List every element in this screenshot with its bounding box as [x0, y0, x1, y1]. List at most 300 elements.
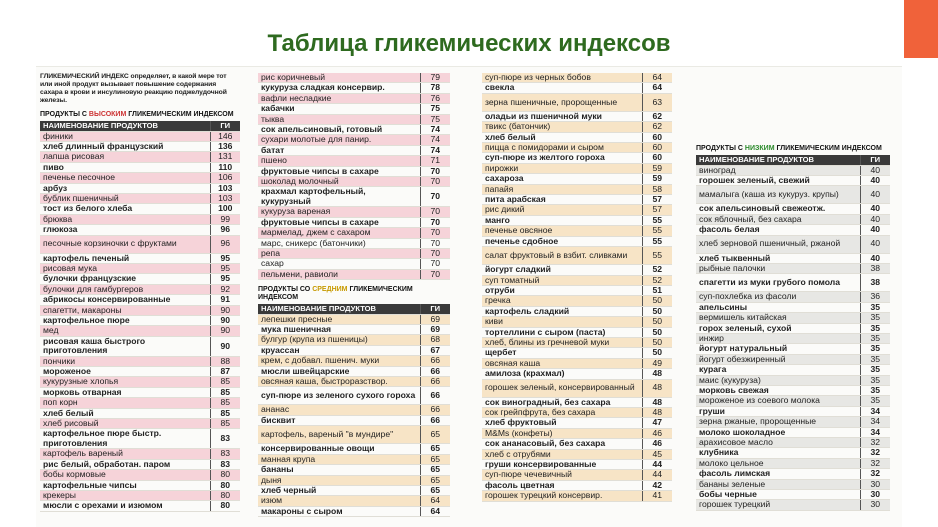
- gi-value-cell: 50: [642, 337, 672, 347]
- product-name-cell: отруби: [482, 285, 642, 295]
- gi-value-cell: 55: [642, 215, 672, 225]
- product-name-cell: сок ананасовый, без сахара: [482, 439, 642, 449]
- gi-value-cell: 35: [860, 354, 890, 364]
- table-row: [258, 314, 450, 324]
- product-name-cell: груши: [696, 406, 860, 416]
- header-gi-cell: ГИ: [420, 304, 450, 314]
- product-name-cell: гречка: [482, 296, 642, 306]
- table-row: [482, 275, 672, 285]
- table-row: [258, 156, 450, 166]
- product-name-cell: сок яблочный, без сахара: [696, 214, 860, 224]
- table-row: [40, 214, 240, 224]
- table-row: [40, 193, 240, 203]
- product-name-cell: репа: [258, 248, 420, 258]
- table-row: [696, 375, 890, 385]
- product-name-cell: бисквит: [258, 415, 420, 425]
- table-row: [482, 93, 672, 111]
- table-row: [482, 265, 672, 275]
- gi-value-cell: 74: [420, 125, 450, 135]
- gi-value-cell: 32: [860, 448, 890, 458]
- gi-value-cell: 66: [420, 405, 450, 415]
- table-row: [258, 475, 450, 485]
- gi-value-cell: 65: [420, 485, 450, 495]
- gi-value-cell: 85: [210, 398, 240, 408]
- table-row: [482, 317, 672, 327]
- table-row: [40, 295, 240, 305]
- table-row: [482, 215, 672, 225]
- product-name-cell: курага: [696, 365, 860, 375]
- product-name-cell: молоко цельное: [696, 458, 860, 468]
- product-name-cell: мука пшеничная: [258, 325, 420, 335]
- header-name-cell: НАИМЕНОВАНИЕ ПРОДУКТОВ: [696, 155, 860, 165]
- table-row: [258, 345, 450, 355]
- gi-value-cell: 57: [642, 195, 672, 205]
- product-name-cell: картофель печеный: [40, 253, 210, 263]
- product-name-cell: картофель вареный: [40, 449, 210, 459]
- product-name-cell: зерна пшеничные, пророщенные: [482, 93, 642, 111]
- product-name-cell: клубника: [696, 448, 860, 458]
- product-name-cell: хлеб тыквенный: [696, 253, 860, 263]
- table-row: [258, 366, 450, 376]
- product-name-cell: хлеб длинный французский: [40, 141, 210, 151]
- gi-value-cell: 30: [860, 490, 890, 500]
- column-low: [696, 139, 890, 511]
- table-row: [40, 253, 240, 263]
- product-name-cell: сахар: [258, 259, 420, 269]
- gi-value-cell: 106: [210, 173, 240, 183]
- table-row: [482, 407, 672, 417]
- product-name-cell: картофель, вареный "в мундире": [258, 426, 420, 444]
- product-name-cell: крахмал картофельный, кукурузный: [258, 187, 420, 207]
- table-row: [482, 460, 672, 470]
- product-name-cell: хлеб с отрубями: [482, 449, 642, 459]
- product-name-cell: кукуруза вареная: [258, 207, 420, 217]
- gi-value-cell: 38: [860, 274, 890, 292]
- gi-value-cell: 74: [420, 135, 450, 145]
- gi-value-cell: 75: [420, 104, 450, 114]
- gi-value-cell: 66: [420, 377, 450, 387]
- product-name-cell: суп-пюре из желтого гороха: [482, 153, 642, 163]
- gi-value-cell: 95: [210, 274, 240, 284]
- table-row: [40, 480, 240, 490]
- gi-value-cell: 57: [642, 205, 672, 215]
- product-name-cell: рыбные палочки: [696, 263, 860, 273]
- gi-value-cell: 71: [420, 156, 450, 166]
- product-name-cell: бобы кормовые: [40, 470, 210, 480]
- gi-value-cell: 59: [642, 163, 672, 173]
- table-row: [482, 327, 672, 337]
- gi-value-cell: 40: [860, 225, 890, 235]
- gi-value-cell: 92: [210, 284, 240, 294]
- gi-value-cell: 83: [210, 459, 240, 469]
- product-name-cell: шоколад молочный: [258, 177, 420, 187]
- gi-value-cell: 70: [420, 248, 450, 258]
- table-row: [40, 284, 240, 294]
- product-name-cell: зерна ржаные, пророщенные: [696, 417, 860, 427]
- product-name-cell: рисовая каша быстрого приготовления: [40, 336, 210, 356]
- product-name-cell: манго: [482, 215, 642, 225]
- gi-value-cell: 44: [642, 470, 672, 480]
- table-row: [40, 162, 240, 172]
- gi-value-cell: 32: [860, 438, 890, 448]
- table-row: [482, 132, 672, 142]
- table-row: [258, 405, 450, 415]
- product-name-cell: инжир: [696, 333, 860, 343]
- product-name-cell: виноград: [696, 165, 860, 175]
- table-row: [40, 305, 240, 315]
- page-title: Таблица гликемических индексов: [267, 30, 671, 57]
- table-row: [696, 292, 890, 302]
- table-row: [696, 274, 890, 292]
- gi-value-cell: 55: [642, 226, 672, 236]
- product-name-cell: пончики: [40, 356, 210, 366]
- table-row: [696, 225, 890, 235]
- product-name-cell: фасоль белая: [696, 225, 860, 235]
- table-row: [258, 259, 450, 269]
- product-name-cell: хлеб белый: [482, 132, 642, 142]
- gi-value-cell: 90: [210, 305, 240, 315]
- gi-value-cell: 65: [420, 475, 450, 485]
- product-name-cell: суп-пюре из зеленого сухого гороха: [258, 387, 420, 405]
- gi-value-cell: 91: [210, 295, 240, 305]
- table-row: [258, 426, 450, 444]
- table-row: [696, 165, 890, 175]
- product-name-cell: лепешки пресные: [258, 314, 420, 324]
- gi-value-cell: 48: [642, 397, 672, 407]
- product-name-cell: марс, сникерс (батончики): [258, 238, 420, 248]
- gi-value-cell: 70: [420, 269, 450, 279]
- gi-value-cell: 96: [210, 235, 240, 253]
- gi-value-cell: 34: [860, 417, 890, 427]
- table-row: [696, 469, 890, 479]
- gi-value-cell: 96: [210, 225, 240, 235]
- product-name-cell: хлеб белый: [40, 408, 210, 418]
- product-name-cell: хлеб фруктовый: [482, 418, 642, 428]
- product-name-cell: суп-похлебка из фасоли: [696, 292, 860, 302]
- section-heading-low: ПРОДУКТЫ С НИЗКИМ ГЛИКЕМИЧЕСКИМ ИНДЕКСОМ: [696, 145, 882, 152]
- product-name-cell: ананас: [258, 405, 420, 415]
- table-row: [258, 93, 450, 103]
- table-row: [696, 365, 890, 375]
- product-name-cell: сок грейпфрута, без сахара: [482, 407, 642, 417]
- table-row: [40, 408, 240, 418]
- product-name-cell: булочки французские: [40, 274, 210, 284]
- table-row: [40, 316, 240, 326]
- table-row: [696, 175, 890, 185]
- table-row: [482, 285, 672, 295]
- table-row: [696, 323, 890, 333]
- table-row: [482, 491, 672, 501]
- table-row: [482, 379, 672, 397]
- product-name-cell: булочки для гамбургеров: [40, 284, 210, 294]
- product-name-cell: горошек зеленый, консервированный: [482, 379, 642, 397]
- table-row: [696, 417, 890, 427]
- table-row: [40, 377, 240, 387]
- product-name-cell: макароны с сыром: [258, 506, 420, 516]
- product-name-cell: рисовая мука: [40, 263, 210, 273]
- product-name-cell: мамалыга (каша из кукуруз. крупы): [696, 186, 860, 204]
- table-row: [258, 496, 450, 506]
- product-name-cell: M&Ms (конфеты): [482, 428, 642, 438]
- product-name-cell: фасоль цветная: [482, 480, 642, 490]
- table-row: [258, 415, 450, 425]
- gi-value-cell: 90: [210, 326, 240, 336]
- product-name-cell: печенье овсяное: [482, 226, 642, 236]
- product-name-cell: пшено: [258, 156, 420, 166]
- product-name-cell: маис (кукуруза): [696, 375, 860, 385]
- table-row: [482, 480, 672, 490]
- gi-value-cell: 35: [860, 375, 890, 385]
- table-row: [482, 236, 672, 246]
- product-name-cell: крекеры: [40, 490, 210, 500]
- table-row: [696, 344, 890, 354]
- gi-value-cell: 46: [642, 428, 672, 438]
- gi-value-cell: 63: [642, 93, 672, 111]
- table-row: [258, 387, 450, 405]
- gi-value-cell: 35: [860, 313, 890, 323]
- product-name-cell: мармелад, джем с сахаром: [258, 228, 420, 238]
- table-row: [258, 73, 450, 83]
- section-heading-mid: ПРОДУКТЫ СО СРЕДНИМ ГЛИКЕМИЧЕСКИМ ИНДЕКСОМ: [258, 286, 413, 302]
- table-row: [482, 358, 672, 368]
- gi-value-cell: 55: [642, 236, 672, 246]
- product-name-cell: печенье песочное: [40, 173, 210, 183]
- table-row: [40, 429, 240, 449]
- gi-value-cell: 48: [642, 407, 672, 417]
- gi-value-cell: 40: [860, 214, 890, 224]
- table-row: [482, 449, 672, 459]
- product-name-cell: хлеб черный: [258, 485, 420, 495]
- product-name-cell: суп томатный: [482, 275, 642, 285]
- gi-value-cell: 47: [642, 418, 672, 428]
- gi-value-cell: 35: [860, 333, 890, 343]
- table-row: [258, 145, 450, 155]
- product-name-cell: хлеб рисовый: [40, 419, 210, 429]
- table-row: [482, 428, 672, 438]
- table-row: [40, 449, 240, 459]
- table-row: [482, 348, 672, 358]
- intro-text: ГЛИКЕМИЧЕСКИЙ ИНДЕКС определяет, в какой мере тот или иной продукт вызывает повышение содержания сахара в крови и инсулиновую реакцию поджелудочной железы.: [40, 73, 227, 104]
- gi-value-cell: 40: [860, 175, 890, 185]
- gi-value-cell: 50: [642, 306, 672, 316]
- gi-value-cell: 52: [642, 265, 672, 275]
- gi-value-cell: 80: [210, 490, 240, 500]
- gi-value-cell: 30: [860, 500, 890, 510]
- table-row: [482, 337, 672, 347]
- product-name-cell: твикс (батончик): [482, 122, 642, 132]
- product-name-cell: брюква: [40, 214, 210, 224]
- table-row: [40, 490, 240, 500]
- gi-value-cell: 65: [420, 426, 450, 444]
- table-row: [482, 418, 672, 428]
- gi-value-cell: 30: [860, 479, 890, 489]
- table-row: [40, 225, 240, 235]
- product-name-cell: суп-пюре чечевичный: [482, 470, 642, 480]
- gi-value-cell: 59: [642, 174, 672, 184]
- gi-value-cell: 146: [210, 131, 240, 141]
- table-row: [696, 253, 890, 263]
- table-row: [40, 263, 240, 273]
- table-row: [40, 398, 240, 408]
- table-row: [482, 163, 672, 173]
- gi-value-cell: 65: [420, 454, 450, 464]
- gi-value-cell: 45: [642, 449, 672, 459]
- table-row: [40, 235, 240, 253]
- table-row: [258, 187, 450, 207]
- gi-value-cell: 70: [420, 177, 450, 187]
- gi-value-cell: 40: [860, 253, 890, 263]
- product-name-cell: кукуруза сладкая консервир.: [258, 83, 420, 93]
- gi-value-cell: 69: [420, 325, 450, 335]
- gi-value-cell: 50: [642, 327, 672, 337]
- product-name-cell: спагетти, макароны: [40, 305, 210, 315]
- product-name-cell: пицца с помидорами и сыром: [482, 143, 642, 153]
- table-row: [482, 247, 672, 265]
- gi-value-cell: 68: [420, 335, 450, 345]
- product-name-cell: морковь отварная: [40, 387, 210, 397]
- table-row: [258, 135, 450, 145]
- table-row: [40, 183, 240, 193]
- product-name-cell: киви: [482, 317, 642, 327]
- gi-value-cell: 49: [642, 358, 672, 368]
- table-row: [258, 248, 450, 258]
- product-name-cell: йогурт сладкий: [482, 265, 642, 275]
- product-name-cell: фруктовые чипсы в сахаре: [258, 166, 420, 176]
- gi-value-cell: 35: [860, 396, 890, 406]
- product-name-cell: консервированные овощи: [258, 444, 420, 454]
- gi-value-cell: 80: [210, 470, 240, 480]
- table-row: [40, 173, 240, 183]
- table-row: [40, 152, 240, 162]
- gi-value-cell: 52: [642, 275, 672, 285]
- table-row: [696, 448, 890, 458]
- table-row: [696, 386, 890, 396]
- product-name-cell: бобы черные: [696, 490, 860, 500]
- product-name-cell: овсяная каша, быстроразствор.: [258, 377, 420, 387]
- header-gi-cell: ГИ: [860, 155, 890, 165]
- table-row: [482, 369, 672, 379]
- product-name-cell: рис белый, обработан. паром: [40, 459, 210, 469]
- table-row: [482, 296, 672, 306]
- table-row: [696, 263, 890, 273]
- product-name-cell: свекла: [482, 83, 642, 93]
- table-row: [482, 122, 672, 132]
- gi-value-cell: 66: [420, 387, 450, 405]
- table-row: [40, 367, 240, 377]
- gi-value-cell: 42: [642, 480, 672, 490]
- product-name-cell: сок апельсиновый свежеотж.: [696, 204, 860, 214]
- gi-value-cell: 32: [860, 458, 890, 468]
- table-row: [696, 302, 890, 312]
- table-row: [40, 356, 240, 366]
- gi-value-cell: 35: [860, 323, 890, 333]
- table-row: [696, 427, 890, 437]
- table-row: [482, 174, 672, 184]
- gi-table-high: [40, 121, 240, 512]
- gi-value-cell: 103: [210, 183, 240, 193]
- gi-value-cell: 64: [642, 73, 672, 83]
- product-name-cell: лапша рисовая: [40, 152, 210, 162]
- product-name-cell: картофельное пюре быстр. приготовления: [40, 429, 210, 449]
- gi-value-cell: 35: [860, 302, 890, 312]
- table-row: [696, 333, 890, 343]
- product-name-cell: вафли несладкие: [258, 93, 420, 103]
- table-row: [258, 177, 450, 187]
- product-name-cell: горох зеленый, сухой: [696, 323, 860, 333]
- table-row: [258, 114, 450, 124]
- gi-value-cell: 40: [860, 186, 890, 204]
- gi-table-high-cont: [258, 73, 450, 280]
- gi-value-cell: 60: [642, 153, 672, 163]
- table-row: [258, 228, 450, 238]
- table-row: [482, 439, 672, 449]
- product-name-cell: пита арабская: [482, 195, 642, 205]
- product-name-cell: вермишель китайская: [696, 313, 860, 323]
- product-name-cell: картофельные чипсы: [40, 480, 210, 490]
- product-name-cell: тыква: [258, 114, 420, 124]
- column-mid-2: [482, 73, 672, 502]
- gi-value-cell: 34: [860, 427, 890, 437]
- table-row: [482, 195, 672, 205]
- table-row: [696, 354, 890, 364]
- gi-value-cell: 70: [420, 259, 450, 269]
- product-name-cell: молоко шоколадное: [696, 427, 860, 437]
- column-high: [40, 73, 240, 512]
- gi-value-cell: 136: [210, 141, 240, 151]
- table-row: [40, 274, 240, 284]
- table-row: [482, 205, 672, 215]
- table-row: [40, 141, 240, 151]
- table-row: [482, 153, 672, 163]
- gi-value-cell: 35: [860, 365, 890, 375]
- table-row: [40, 501, 240, 511]
- table-row: [40, 326, 240, 336]
- table-row: [258, 83, 450, 93]
- product-name-cell: пельмени, равиоли: [258, 269, 420, 279]
- product-name-cell: амилоза (крахмал): [482, 369, 642, 379]
- gi-value-cell: 46: [642, 439, 672, 449]
- gi-value-cell: 100: [210, 204, 240, 214]
- gi-value-cell: 44: [642, 460, 672, 470]
- table-row: [258, 356, 450, 366]
- gi-value-cell: 74: [420, 145, 450, 155]
- product-name-cell: бананы: [258, 465, 420, 475]
- gi-value-cell: 48: [642, 369, 672, 379]
- product-name-cell: суп-пюре из черных бобов: [482, 73, 642, 83]
- table-row: [40, 131, 240, 141]
- product-name-cell: арбуз: [40, 183, 210, 193]
- gi-value-cell: 64: [420, 496, 450, 506]
- gi-value-cell: 65: [420, 465, 450, 475]
- product-name-cell: мороженое: [40, 367, 210, 377]
- header-gi-cell: ГИ: [210, 121, 240, 131]
- table-row: [258, 506, 450, 516]
- gi-value-cell: 69: [420, 314, 450, 324]
- gi-value-cell: 79: [420, 73, 450, 83]
- gi-value-cell: 41: [642, 491, 672, 501]
- product-name-cell: рис дикий: [482, 205, 642, 215]
- gi-value-cell: 78: [420, 83, 450, 93]
- product-name-cell: круассан: [258, 345, 420, 355]
- table-row: [696, 214, 890, 224]
- table-row: [258, 325, 450, 335]
- product-name-cell: манная крупа: [258, 454, 420, 464]
- table-header-row: [696, 155, 890, 165]
- product-name-cell: крем, с добавл. пшенич. муки: [258, 356, 420, 366]
- gi-value-cell: 64: [420, 506, 450, 516]
- gi-value-cell: 80: [210, 480, 240, 490]
- product-name-cell: бублик пшеничный: [40, 193, 210, 203]
